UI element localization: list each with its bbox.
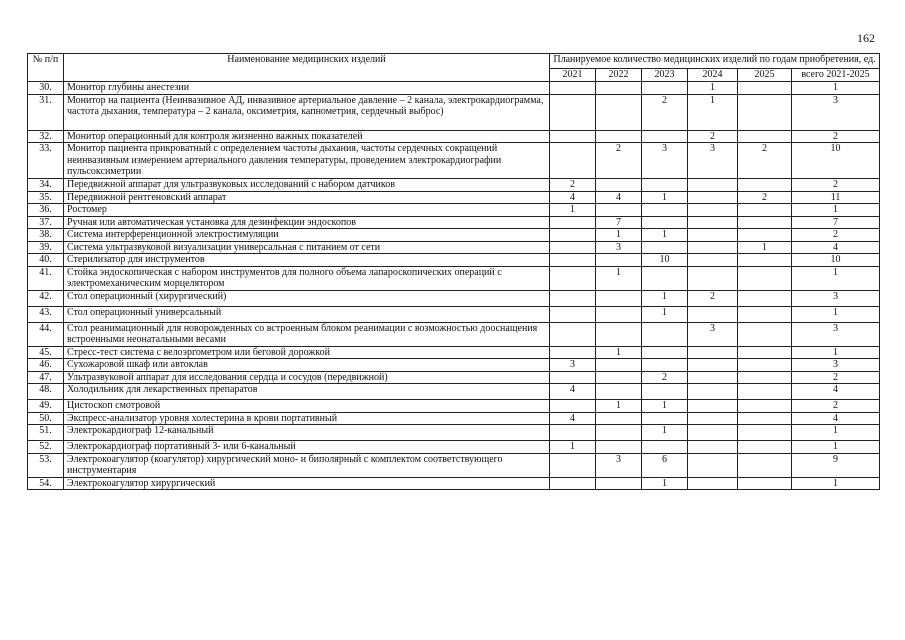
year-quantity xyxy=(596,477,642,490)
year-quantity xyxy=(688,477,738,490)
year-quantity: 4 xyxy=(550,412,596,425)
year-quantity xyxy=(738,441,792,454)
header-num: № п/п xyxy=(28,54,64,82)
year-quantity xyxy=(688,306,738,322)
year-quantity xyxy=(642,412,688,425)
device-name: Сухожаровой шкаф или автоклав xyxy=(64,359,550,372)
year-quantity xyxy=(550,229,596,242)
year-quantity: 1 xyxy=(642,477,688,490)
year-quantity xyxy=(596,306,642,322)
year-quantity xyxy=(550,322,596,346)
row-number: 42. xyxy=(28,290,64,306)
device-name: Электрокоагулятор хирургический xyxy=(64,477,550,490)
year-quantity xyxy=(642,346,688,359)
table-row xyxy=(28,425,880,441)
year-quantity xyxy=(642,204,688,217)
device-name: Электрокардиограф портативный 3- или 6-канальный xyxy=(64,441,550,454)
device-name: Ростомер xyxy=(64,204,550,217)
year-quantity xyxy=(550,290,596,306)
table-row xyxy=(28,204,880,217)
row-number: 34. xyxy=(28,179,64,192)
year-quantity xyxy=(642,359,688,372)
year-quantity: 1 xyxy=(642,425,688,441)
year-quantity: 4 xyxy=(550,191,596,204)
year-quantity: 3 xyxy=(688,143,738,179)
year-quantity xyxy=(738,359,792,372)
year-quantity xyxy=(738,306,792,322)
row-number: 46. xyxy=(28,359,64,372)
year-quantity xyxy=(596,322,642,346)
total-quantity: 1 xyxy=(792,266,880,290)
year-quantity xyxy=(642,241,688,254)
device-name: Стол операционный (хирургический) xyxy=(64,290,550,306)
device-name: Монитор на пациента (Неинвазивное АД, инвазивное артериальное давление – 2 канала, электрокардиограмма, частота дыхания, температура – 2 канала, оксиметрия, капнометрия, сердечный выброс) xyxy=(64,94,550,130)
row-number: 53. xyxy=(28,453,64,477)
table-row xyxy=(28,191,880,204)
year-quantity xyxy=(738,82,792,95)
year-quantity: 1 xyxy=(550,441,596,454)
year-quantity xyxy=(550,453,596,477)
year-quantity xyxy=(596,290,642,306)
table-row xyxy=(28,359,880,372)
total-quantity: 2 xyxy=(792,371,880,384)
header-year-2025: 2025 xyxy=(738,69,792,82)
year-quantity xyxy=(596,94,642,130)
year-quantity xyxy=(688,384,738,400)
header-name: Наименование медицинских изделий xyxy=(64,54,550,82)
year-quantity xyxy=(688,266,738,290)
year-quantity xyxy=(642,384,688,400)
device-name: Стерилизатор для инструментов xyxy=(64,254,550,267)
total-quantity: 4 xyxy=(792,384,880,400)
year-quantity xyxy=(738,371,792,384)
device-name: Монитор глубины анестезии xyxy=(64,82,550,95)
year-quantity xyxy=(642,266,688,290)
table-row xyxy=(28,453,880,477)
year-quantity xyxy=(642,130,688,143)
row-number: 44. xyxy=(28,322,64,346)
year-quantity xyxy=(596,371,642,384)
device-name: Стойка эндоскопическая с набором инструментов для полного объема лапароскопических операций с электромеханическим морцелятором xyxy=(64,266,550,290)
year-quantity: 2 xyxy=(688,290,738,306)
year-quantity xyxy=(642,441,688,454)
year-quantity xyxy=(738,477,792,490)
device-name: Электрокоагулятор (коагулятор) хирургический моно- и биполярный с комплектом соответствующего инструментария xyxy=(64,453,550,477)
device-name: Монитор пациента прикроватный с определением частоты дыхания, частоты сердечных сокращений неинвазивным измерением артериального давления температуры, проведением электрокардиографии пульсоксиметрии xyxy=(64,143,550,179)
year-quantity xyxy=(688,229,738,242)
total-quantity: 2 xyxy=(792,179,880,192)
year-quantity xyxy=(550,254,596,267)
year-quantity xyxy=(550,130,596,143)
year-quantity xyxy=(596,130,642,143)
year-quantity: 1 xyxy=(642,229,688,242)
total-quantity: 2 xyxy=(792,130,880,143)
year-quantity xyxy=(550,371,596,384)
device-name: Система ультразвуковой визуализации универсальная с питанием от сети xyxy=(64,241,550,254)
year-quantity xyxy=(642,179,688,192)
table-row xyxy=(28,306,880,322)
year-quantity: 1 xyxy=(642,290,688,306)
row-number: 33. xyxy=(28,143,64,179)
device-name: Передвижной аппарат для ультразвуковых исследований с набором датчиков xyxy=(64,179,550,192)
year-quantity: 1 xyxy=(642,191,688,204)
year-quantity xyxy=(596,179,642,192)
table-body xyxy=(28,82,880,490)
total-quantity: 3 xyxy=(792,94,880,130)
year-quantity xyxy=(596,254,642,267)
row-number: 40. xyxy=(28,254,64,267)
year-quantity xyxy=(688,425,738,441)
year-quantity: 3 xyxy=(596,453,642,477)
year-quantity: 1 xyxy=(688,82,738,95)
row-number: 38. xyxy=(28,229,64,242)
total-quantity: 1 xyxy=(792,204,880,217)
table-row xyxy=(28,346,880,359)
row-number: 41. xyxy=(28,266,64,290)
year-quantity xyxy=(738,266,792,290)
year-quantity xyxy=(738,384,792,400)
row-number: 36. xyxy=(28,204,64,217)
year-quantity: 10 xyxy=(642,254,688,267)
year-quantity xyxy=(550,241,596,254)
year-quantity xyxy=(550,346,596,359)
year-quantity xyxy=(550,143,596,179)
year-quantity: 2 xyxy=(642,371,688,384)
year-quantity xyxy=(596,359,642,372)
year-quantity xyxy=(738,290,792,306)
total-quantity: 1 xyxy=(792,306,880,322)
year-quantity xyxy=(596,82,642,95)
year-quantity xyxy=(550,477,596,490)
table-row xyxy=(28,254,880,267)
header-year-2022: 2022 xyxy=(596,69,642,82)
device-name: Экспресс-анализатор уровня холестерина в крови портативный xyxy=(64,412,550,425)
year-quantity xyxy=(550,306,596,322)
table-row xyxy=(28,143,880,179)
row-number: 30. xyxy=(28,82,64,95)
total-quantity: 7 xyxy=(792,216,880,229)
year-quantity xyxy=(738,94,792,130)
year-quantity xyxy=(688,441,738,454)
year-quantity: 1 xyxy=(596,400,642,413)
year-quantity: 3 xyxy=(550,359,596,372)
table-row xyxy=(28,94,880,130)
device-name: Цистоскоп смотровой xyxy=(64,400,550,413)
row-number: 45. xyxy=(28,346,64,359)
total-quantity: 1 xyxy=(792,477,880,490)
row-number: 49. xyxy=(28,400,64,413)
table-row xyxy=(28,412,880,425)
year-quantity: 2 xyxy=(596,143,642,179)
year-quantity xyxy=(738,254,792,267)
year-quantity xyxy=(550,400,596,413)
total-quantity: 4 xyxy=(792,412,880,425)
row-number: 48. xyxy=(28,384,64,400)
device-name: Стол операционный универсальный xyxy=(64,306,550,322)
year-quantity xyxy=(596,425,642,441)
device-name: Ручная или автоматическая установка для дезинфекции эндоскопов xyxy=(64,216,550,229)
row-number: 32. xyxy=(28,130,64,143)
row-number: 50. xyxy=(28,412,64,425)
year-quantity xyxy=(738,322,792,346)
row-number: 47. xyxy=(28,371,64,384)
year-quantity: 1 xyxy=(642,306,688,322)
table-row xyxy=(28,82,880,95)
year-quantity xyxy=(688,359,738,372)
year-quantity xyxy=(738,453,792,477)
total-quantity: 10 xyxy=(792,143,880,179)
year-quantity: 1 xyxy=(688,94,738,130)
device-name: Система интерференционной электростимуляции xyxy=(64,229,550,242)
header-year-2021: 2021 xyxy=(550,69,596,82)
row-number: 43. xyxy=(28,306,64,322)
year-quantity: 1 xyxy=(642,400,688,413)
year-quantity: 2 xyxy=(688,130,738,143)
table-row xyxy=(28,229,880,242)
table-row xyxy=(28,290,880,306)
year-quantity: 2 xyxy=(738,191,792,204)
table-row xyxy=(28,179,880,192)
year-quantity xyxy=(550,266,596,290)
year-quantity: 6 xyxy=(642,453,688,477)
year-quantity: 4 xyxy=(596,191,642,204)
total-quantity: 1 xyxy=(792,346,880,359)
year-quantity: 1 xyxy=(596,266,642,290)
year-quantity: 2 xyxy=(738,143,792,179)
device-name: Холодильник для лекарственных препаратов xyxy=(64,384,550,400)
table-row xyxy=(28,266,880,290)
year-quantity xyxy=(688,204,738,217)
year-quantity xyxy=(688,453,738,477)
year-quantity xyxy=(550,216,596,229)
year-quantity xyxy=(688,400,738,413)
row-number: 39. xyxy=(28,241,64,254)
year-quantity xyxy=(550,82,596,95)
header-total: всего 2021-2025 xyxy=(792,69,880,82)
year-quantity: 4 xyxy=(550,384,596,400)
device-name: Ультразвуковой аппарат для исследования сердца и сосудов (передвижной) xyxy=(64,371,550,384)
total-quantity: 2 xyxy=(792,400,880,413)
table-row xyxy=(28,400,880,413)
table-row xyxy=(28,371,880,384)
year-quantity xyxy=(688,241,738,254)
header-year-2024: 2024 xyxy=(688,69,738,82)
device-name: Монитор операционный для контроля жизненно важных показателей xyxy=(64,130,550,143)
year-quantity xyxy=(738,204,792,217)
total-quantity: 1 xyxy=(792,441,880,454)
total-quantity: 2 xyxy=(792,229,880,242)
year-quantity xyxy=(596,412,642,425)
year-quantity xyxy=(550,94,596,130)
year-quantity: 2 xyxy=(642,94,688,130)
year-quantity xyxy=(688,179,738,192)
year-quantity xyxy=(688,216,738,229)
total-quantity: 1 xyxy=(792,82,880,95)
year-quantity xyxy=(596,441,642,454)
row-number: 37. xyxy=(28,216,64,229)
year-quantity xyxy=(738,400,792,413)
year-quantity xyxy=(596,384,642,400)
device-name: Стресс-тест система с велоэргометром или беговой дорожкой xyxy=(64,346,550,359)
year-quantity: 3 xyxy=(688,322,738,346)
year-quantity: 3 xyxy=(596,241,642,254)
year-quantity xyxy=(688,412,738,425)
table-row xyxy=(28,477,880,490)
year-quantity xyxy=(596,204,642,217)
row-number: 31. xyxy=(28,94,64,130)
year-quantity: 2 xyxy=(550,179,596,192)
year-quantity xyxy=(688,191,738,204)
year-quantity xyxy=(738,425,792,441)
year-quantity xyxy=(642,216,688,229)
year-quantity xyxy=(738,229,792,242)
year-quantity xyxy=(688,254,738,267)
year-quantity xyxy=(688,371,738,384)
row-number: 52. xyxy=(28,441,64,454)
table-row xyxy=(28,384,880,400)
row-number: 54. xyxy=(28,477,64,490)
total-quantity: 1 xyxy=(792,425,880,441)
total-quantity: 4 xyxy=(792,241,880,254)
year-quantity xyxy=(550,425,596,441)
year-quantity: 1 xyxy=(738,241,792,254)
row-number: 51. xyxy=(28,425,64,441)
total-quantity: 3 xyxy=(792,290,880,306)
page-number: 162 xyxy=(857,31,875,45)
year-quantity xyxy=(688,346,738,359)
header-planned: Планируемое количество медицинских изделий по годам приобретения, ед. xyxy=(550,54,880,69)
medical-devices-table xyxy=(27,53,880,490)
table-row xyxy=(28,322,880,346)
row-number: 35. xyxy=(28,191,64,204)
year-quantity: 3 xyxy=(642,143,688,179)
year-quantity xyxy=(738,179,792,192)
year-quantity xyxy=(738,412,792,425)
table-row xyxy=(28,216,880,229)
table-row xyxy=(28,130,880,143)
year-quantity: 7 xyxy=(596,216,642,229)
header-year-2023: 2023 xyxy=(642,69,688,82)
table-row xyxy=(28,441,880,454)
total-quantity: 9 xyxy=(792,453,880,477)
year-quantity: 1 xyxy=(550,204,596,217)
total-quantity: 3 xyxy=(792,322,880,346)
table-row xyxy=(28,241,880,254)
year-quantity: 1 xyxy=(596,229,642,242)
device-name: Стол реанимационный для новорожденных со встроенным блоком реанимации с возможностью дооснащения встроенными неонатальными весами xyxy=(64,322,550,346)
year-quantity xyxy=(738,216,792,229)
device-name: Электрокардиограф 12-канальный xyxy=(64,425,550,441)
year-quantity xyxy=(738,346,792,359)
year-quantity xyxy=(738,130,792,143)
total-quantity: 3 xyxy=(792,359,880,372)
device-name: Передвижной рентгеновский аппарат xyxy=(64,191,550,204)
year-quantity xyxy=(642,82,688,95)
total-quantity: 10 xyxy=(792,254,880,267)
year-quantity xyxy=(642,322,688,346)
year-quantity: 1 xyxy=(596,346,642,359)
total-quantity: 11 xyxy=(792,191,880,204)
